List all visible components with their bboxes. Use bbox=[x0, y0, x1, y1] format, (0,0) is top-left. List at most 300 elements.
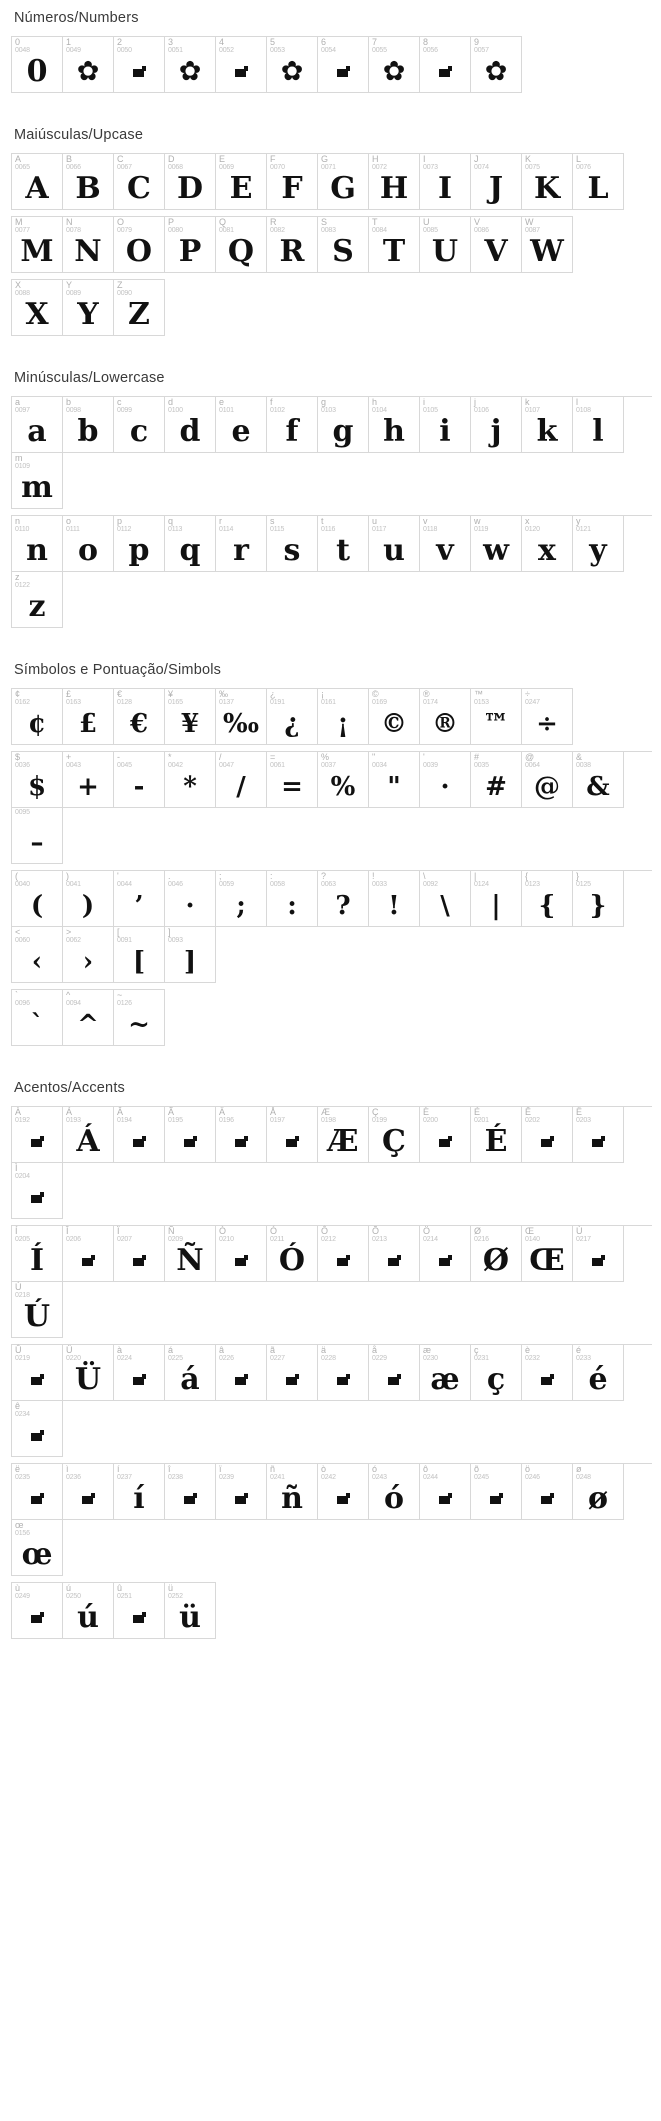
glyph-cell[interactable] bbox=[471, 1226, 522, 1282]
glyph-cell[interactable] bbox=[318, 217, 369, 273]
glyph-render: O bbox=[125, 233, 153, 269]
glyph-cell[interactable] bbox=[12, 397, 63, 453]
glyph-cell[interactable] bbox=[522, 689, 573, 745]
glyph-cell[interactable] bbox=[165, 1345, 216, 1401]
glyph-char-label: Â bbox=[117, 1107, 124, 1117]
glyph-cell[interactable] bbox=[216, 689, 267, 745]
glyph-render: Ú bbox=[23, 1298, 51, 1334]
glyph-code-label: 0199 bbox=[372, 1117, 387, 1124]
glyph-cell[interactable] bbox=[114, 1226, 165, 1282]
glyph-render: i bbox=[439, 413, 451, 449]
glyph-cell[interactable] bbox=[522, 397, 573, 453]
glyph-cell[interactable] bbox=[318, 689, 369, 745]
glyph-render: G bbox=[330, 170, 356, 206]
glyph-cell[interactable] bbox=[165, 217, 216, 273]
glyph-char-label: ñ bbox=[270, 1464, 276, 1474]
glyph-char-label: = bbox=[270, 752, 276, 762]
glyph-code-label: 0085 bbox=[423, 227, 438, 234]
glyph-cell[interactable] bbox=[63, 871, 114, 927]
glyph-cell[interactable] bbox=[63, 1345, 114, 1401]
glyph-cell[interactable] bbox=[114, 217, 165, 273]
notdef-box-icon bbox=[267, 1359, 317, 1400]
glyph-cell[interactable] bbox=[573, 397, 624, 453]
glyph-cell[interactable] bbox=[318, 1345, 369, 1401]
glyph-cell[interactable] bbox=[369, 1345, 420, 1401]
glyph-code-label: 0246 bbox=[525, 1474, 540, 1481]
glyph-render: l bbox=[592, 413, 604, 449]
glyph-cell[interactable] bbox=[420, 689, 471, 745]
glyph-cell[interactable] bbox=[165, 516, 216, 572]
glyph-code-label: 0165 bbox=[168, 699, 183, 706]
glyph-cell[interactable] bbox=[12, 154, 63, 210]
glyph-code-label: 0069 bbox=[219, 164, 234, 171]
glyph-cell[interactable] bbox=[573, 1345, 624, 1401]
glyph-cell[interactable] bbox=[318, 397, 369, 453]
glyph-cell[interactable] bbox=[318, 1107, 369, 1163]
glyph-cell[interactable] bbox=[267, 1226, 318, 1282]
glyph-char-label: B bbox=[66, 154, 73, 164]
glyph-cell[interactable] bbox=[114, 689, 165, 745]
glyph-cell[interactable] bbox=[12, 752, 63, 808]
glyph-cell[interactable] bbox=[165, 1464, 216, 1520]
notdef-box-icon bbox=[318, 1240, 368, 1281]
glyph-cell[interactable] bbox=[420, 37, 471, 93]
glyph-cell[interactable] bbox=[216, 752, 267, 808]
glyph-cell[interactable] bbox=[63, 280, 114, 336]
notdef-shape bbox=[133, 1255, 146, 1266]
glyph-char-label: Ç bbox=[372, 1107, 379, 1117]
glyph-cell[interactable] bbox=[522, 1107, 573, 1163]
flower-icon: ✿ bbox=[178, 56, 202, 87]
section-title: Maiúsculas/Upcase bbox=[14, 127, 144, 143]
glyph-cell[interactable] bbox=[420, 217, 471, 273]
glyph-cell[interactable] bbox=[522, 1464, 573, 1520]
glyph-char-label: j bbox=[474, 397, 476, 407]
glyph-render: T bbox=[382, 233, 406, 269]
glyph-cell[interactable] bbox=[12, 1282, 63, 1338]
glyph-code-label: 0113 bbox=[168, 526, 183, 533]
glyph-cell[interactable] bbox=[165, 689, 216, 745]
glyph-code-label: 0198 bbox=[321, 1117, 336, 1124]
glyph-cell[interactable] bbox=[522, 871, 573, 927]
glyph-char-label: n bbox=[15, 516, 21, 526]
glyph-char-label: ì bbox=[66, 1464, 69, 1474]
glyph-char-label: O bbox=[117, 217, 125, 227]
glyph-cell[interactable] bbox=[165, 927, 216, 983]
glyph-cell[interactable] bbox=[114, 516, 165, 572]
glyph-char-label: ? bbox=[321, 871, 327, 881]
glyph-char-label: Ô bbox=[321, 1226, 329, 1236]
glyph-cell[interactable] bbox=[420, 154, 471, 210]
glyph-code-label: 0242 bbox=[321, 1474, 336, 1481]
glyph-cell[interactable] bbox=[114, 1345, 165, 1401]
glyph-code-label: 0093 bbox=[168, 937, 183, 944]
notdef-shape bbox=[337, 66, 350, 77]
glyph-cell[interactable] bbox=[318, 1464, 369, 1520]
glyph-cell[interactable] bbox=[420, 397, 471, 453]
glyph-char-label: Ö bbox=[423, 1226, 431, 1236]
glyph-cell[interactable] bbox=[522, 217, 573, 273]
glyph-code-label: 0094 bbox=[66, 1000, 81, 1007]
glyph-cell[interactable] bbox=[369, 689, 420, 745]
glyph-cell[interactable] bbox=[318, 37, 369, 93]
glyph-code-label: 0230 bbox=[423, 1355, 438, 1362]
glyph-cell[interactable] bbox=[369, 217, 420, 273]
glyph-code-label: 0205 bbox=[15, 1236, 30, 1243]
glyph-cell[interactable] bbox=[267, 154, 318, 210]
glyph-cell[interactable] bbox=[369, 516, 420, 572]
glyph-code-label: 0073 bbox=[423, 164, 438, 171]
glyph-cell[interactable] bbox=[12, 927, 63, 983]
glyph-cell[interactable] bbox=[63, 927, 114, 983]
glyph-cell[interactable] bbox=[12, 871, 63, 927]
glyph-cell[interactable] bbox=[318, 154, 369, 210]
glyph-cell[interactable] bbox=[471, 217, 522, 273]
glyph-code-label: 0064 bbox=[525, 762, 540, 769]
glyph-cell[interactable] bbox=[420, 1345, 471, 1401]
glyph-cell[interactable] bbox=[369, 37, 420, 93]
glyph-char-label: 2 bbox=[117, 37, 123, 47]
glyph-cell[interactable] bbox=[12, 1464, 63, 1520]
notdef-shape bbox=[337, 1255, 350, 1266]
glyph-char-label: © bbox=[372, 689, 379, 699]
glyph-render: N bbox=[74, 233, 102, 269]
glyph-cell[interactable] bbox=[369, 154, 420, 210]
glyph-cell[interactable] bbox=[114, 990, 165, 1046]
notdef-box-icon bbox=[318, 51, 368, 92]
glyph-render: ó bbox=[383, 1480, 404, 1516]
glyph-cell[interactable] bbox=[12, 516, 63, 572]
glyph-code-label: 0042 bbox=[168, 762, 183, 769]
glyph-render: P bbox=[178, 233, 202, 269]
glyph-code-label: 0074 bbox=[474, 164, 489, 171]
glyph-cell[interactable] bbox=[114, 752, 165, 808]
glyph-char-label: £ bbox=[66, 689, 72, 699]
notdef-shape bbox=[31, 1430, 44, 1441]
glyph-code-label: 0209 bbox=[168, 1236, 183, 1243]
glyph-cell[interactable] bbox=[267, 871, 318, 927]
glyph-char-label: : bbox=[270, 871, 273, 881]
flower-icon: ✿ bbox=[280, 56, 304, 87]
notdef-shape bbox=[235, 1255, 248, 1266]
glyph-cell[interactable] bbox=[12, 689, 63, 745]
glyph-cell[interactable] bbox=[165, 752, 216, 808]
glyph-cell[interactable] bbox=[369, 1226, 420, 1282]
glyph-cell[interactable] bbox=[12, 1163, 63, 1219]
glyph-render: @ bbox=[534, 771, 560, 802]
glyph-cell[interactable] bbox=[12, 280, 63, 336]
notdef-shape bbox=[31, 1192, 44, 1203]
glyph-cell[interactable] bbox=[420, 1107, 471, 1163]
glyph-cell[interactable] bbox=[63, 397, 114, 453]
notdef-shape bbox=[31, 1612, 44, 1623]
glyph-cell[interactable] bbox=[114, 1583, 165, 1639]
glyph-cell[interactable] bbox=[12, 1226, 63, 1282]
glyph-cell[interactable] bbox=[114, 871, 165, 927]
glyph-code-label: 0249 bbox=[15, 1593, 30, 1600]
glyph-cell[interactable] bbox=[471, 871, 522, 927]
glyph-cell[interactable] bbox=[471, 1345, 522, 1401]
glyph-cell[interactable] bbox=[165, 1107, 216, 1163]
glyph-cell[interactable] bbox=[216, 217, 267, 273]
notdef-box-icon bbox=[216, 1240, 266, 1281]
glyph-cell[interactable] bbox=[216, 516, 267, 572]
glyph-cell[interactable] bbox=[12, 808, 63, 864]
glyph-cell[interactable] bbox=[12, 1583, 63, 1639]
glyph-code-label: 0238 bbox=[168, 1474, 183, 1481]
glyph-cell[interactable] bbox=[216, 154, 267, 210]
notdef-shape bbox=[235, 66, 248, 77]
glyph-cell[interactable] bbox=[12, 1345, 63, 1401]
glyph-code-label: 0051 bbox=[168, 47, 183, 54]
glyph-cell[interactable] bbox=[369, 1107, 420, 1163]
glyph-code-label: 0047 bbox=[219, 762, 234, 769]
glyph-cell[interactable] bbox=[318, 752, 369, 808]
glyph-cell[interactable] bbox=[216, 871, 267, 927]
glyph-cell[interactable] bbox=[63, 1464, 114, 1520]
glyph-cell[interactable] bbox=[12, 37, 63, 93]
notdef-box-icon bbox=[12, 1415, 62, 1456]
glyph-code-label: 0137 bbox=[219, 699, 234, 706]
glyph-char-label: É bbox=[474, 1107, 481, 1117]
glyph-cell[interactable] bbox=[63, 752, 114, 808]
glyph-cell[interactable] bbox=[471, 154, 522, 210]
glyph-cell[interactable] bbox=[165, 37, 216, 93]
glyph-cell[interactable] bbox=[114, 154, 165, 210]
glyph-cell[interactable] bbox=[267, 397, 318, 453]
glyph-cell[interactable] bbox=[573, 752, 624, 808]
glyph-cell[interactable] bbox=[12, 572, 63, 628]
glyph-row bbox=[11, 36, 522, 93]
glyph-cell[interactable] bbox=[165, 154, 216, 210]
glyph-char-label: o bbox=[66, 516, 72, 526]
glyph-cell[interactable] bbox=[114, 280, 165, 336]
glyph-render: › bbox=[82, 946, 94, 977]
glyph-render: Œ bbox=[529, 1242, 565, 1278]
glyph-char-label: Ø bbox=[474, 1226, 482, 1236]
glyph-char-label: | bbox=[474, 871, 477, 881]
glyph-render: A bbox=[25, 170, 49, 206]
glyph-code-label: 0119 bbox=[474, 526, 489, 533]
glyph-char-label: / bbox=[219, 752, 222, 762]
glyph-char-label: e bbox=[219, 397, 225, 407]
glyph-cell[interactable] bbox=[471, 37, 522, 93]
glyph-render: ú bbox=[77, 1599, 99, 1635]
notdef-box-icon bbox=[471, 1478, 521, 1519]
glyph-char-label: ä bbox=[321, 1345, 327, 1355]
glyph-cell[interactable] bbox=[573, 1107, 624, 1163]
glyph-code-label: 0052 bbox=[219, 47, 234, 54]
glyph-cell[interactable] bbox=[12, 1107, 63, 1163]
glyph-render: · bbox=[440, 771, 450, 802]
glyph-char-label: Ì bbox=[15, 1163, 18, 1173]
glyph-cell[interactable] bbox=[216, 37, 267, 93]
glyph-cell[interactable] bbox=[12, 217, 63, 273]
glyph-cell[interactable] bbox=[420, 1464, 471, 1520]
glyph-char-label: q bbox=[168, 516, 174, 526]
glyph-code-label: 0092 bbox=[423, 881, 438, 888]
glyph-code-label: 0220 bbox=[66, 1355, 81, 1362]
glyph-cell[interactable] bbox=[267, 752, 318, 808]
glyph-render: [ bbox=[132, 946, 146, 977]
glyph-cell[interactable] bbox=[471, 752, 522, 808]
glyph-char-label: m bbox=[15, 453, 23, 463]
glyph-cell[interactable] bbox=[12, 990, 63, 1046]
glyph-cell[interactable] bbox=[522, 1226, 573, 1282]
glyph-cell[interactable] bbox=[63, 1583, 114, 1639]
notdef-shape bbox=[31, 1374, 44, 1385]
glyph-char-label: ~ bbox=[117, 990, 123, 1000]
notdef-box-icon bbox=[369, 1359, 419, 1400]
notdef-shape bbox=[541, 1493, 554, 1504]
glyph-cell[interactable] bbox=[369, 1464, 420, 1520]
notdef-box-icon bbox=[216, 1121, 266, 1162]
glyph-cell[interactable] bbox=[165, 397, 216, 453]
glyph-cell[interactable] bbox=[63, 990, 114, 1046]
glyph-cell[interactable] bbox=[318, 1226, 369, 1282]
glyph-cell[interactable] bbox=[522, 154, 573, 210]
glyph-code-label: 0203 bbox=[576, 1117, 591, 1124]
notdef-box-icon bbox=[573, 1121, 623, 1162]
glyph-row bbox=[11, 1344, 652, 1457]
glyph-cell[interactable] bbox=[267, 689, 318, 745]
glyph-char-label: Ï bbox=[117, 1226, 120, 1236]
glyph-cell[interactable] bbox=[63, 154, 114, 210]
glyph-cell[interactable] bbox=[216, 1107, 267, 1163]
glyph-cell[interactable] bbox=[63, 689, 114, 745]
glyph-code-label: 0108 bbox=[576, 407, 591, 414]
glyph-cell[interactable] bbox=[267, 37, 318, 93]
notdef-box-icon bbox=[12, 1597, 62, 1638]
glyph-cell[interactable] bbox=[267, 516, 318, 572]
glyph-cell[interactable] bbox=[165, 1583, 216, 1639]
glyph-char-label: Å bbox=[270, 1107, 277, 1117]
glyph-char-label: è bbox=[525, 1345, 531, 1355]
glyph-char-label: Û bbox=[15, 1345, 22, 1355]
glyph-cell[interactable] bbox=[267, 1464, 318, 1520]
glyph-cell[interactable] bbox=[522, 516, 573, 572]
glyph-cell[interactable] bbox=[420, 1226, 471, 1282]
glyph-cell[interactable] bbox=[12, 1401, 63, 1457]
glyph-code-label: 0210 bbox=[219, 1236, 234, 1243]
glyph-render: 0 bbox=[26, 53, 48, 89]
glyph-char-label: v bbox=[423, 516, 428, 526]
glyph-render: Z bbox=[128, 296, 150, 332]
glyph-cell[interactable] bbox=[369, 871, 420, 927]
glyph-cell[interactable] bbox=[267, 217, 318, 273]
glyph-code-label: 0197 bbox=[270, 1117, 285, 1124]
glyph-cell[interactable] bbox=[420, 871, 471, 927]
glyph-cell[interactable] bbox=[573, 1464, 624, 1520]
glyph-cell[interactable] bbox=[369, 752, 420, 808]
glyph-code-label: 0080 bbox=[168, 227, 183, 234]
notdef-shape bbox=[133, 1612, 146, 1623]
glyph-render: ‰ bbox=[222, 708, 259, 739]
section-title: Acentos/Accents bbox=[14, 1080, 125, 1096]
glyph-cell[interactable] bbox=[63, 1226, 114, 1282]
glyph-render: x bbox=[538, 532, 556, 568]
glyph-cell[interactable] bbox=[573, 516, 624, 572]
glyph-cell[interactable] bbox=[114, 37, 165, 93]
glyph-code-label: 0225 bbox=[168, 1355, 183, 1362]
glyph-char-label: ê bbox=[15, 1401, 21, 1411]
glyph-cell[interactable] bbox=[216, 1464, 267, 1520]
glyph-cell[interactable] bbox=[573, 1226, 624, 1282]
glyph-cell[interactable] bbox=[522, 1345, 573, 1401]
glyph-char-label: ü bbox=[168, 1583, 174, 1593]
glyph-cell[interactable] bbox=[420, 516, 471, 572]
glyph-cell[interactable] bbox=[12, 453, 63, 509]
glyph-code-label: 0126 bbox=[117, 1000, 132, 1007]
glyph-cell[interactable] bbox=[369, 397, 420, 453]
glyph-cell[interactable] bbox=[471, 516, 522, 572]
glyph-cell[interactable] bbox=[318, 516, 369, 572]
glyph-section bbox=[0, 360, 661, 652]
glyph-char-label: 3 bbox=[168, 37, 174, 47]
glyph-cell[interactable] bbox=[573, 871, 624, 927]
glyph-cell[interactable] bbox=[114, 927, 165, 983]
glyph-render: ^ bbox=[77, 1009, 99, 1040]
glyph-char-label: ë bbox=[15, 1464, 21, 1474]
glyph-cell[interactable] bbox=[267, 1107, 318, 1163]
glyph-cell[interactable] bbox=[63, 1107, 114, 1163]
notdef-box-icon bbox=[420, 1478, 470, 1519]
glyph-cell[interactable] bbox=[114, 1464, 165, 1520]
glyph-render: Ñ bbox=[176, 1242, 204, 1278]
glyph-code-label: 0217 bbox=[576, 1236, 591, 1243]
notdef-shape bbox=[592, 1255, 605, 1266]
glyph-code-label: 0161 bbox=[321, 699, 336, 706]
glyph-cell[interactable] bbox=[267, 1345, 318, 1401]
glyph-code-label: 0086 bbox=[474, 227, 489, 234]
glyph-render: ¥ bbox=[180, 708, 200, 739]
glyph-char-label: 9 bbox=[474, 37, 480, 47]
glyph-char-label: + bbox=[66, 752, 72, 762]
glyph-cell[interactable] bbox=[63, 37, 114, 93]
glyph-section bbox=[0, 1070, 661, 1663]
glyph-cell[interactable] bbox=[471, 397, 522, 453]
glyph-char-label: p bbox=[117, 516, 123, 526]
glyph-char-label: Í bbox=[15, 1226, 18, 1236]
glyph-render: ® bbox=[432, 708, 458, 739]
glyph-cell[interactable] bbox=[165, 1226, 216, 1282]
glyph-cell[interactable] bbox=[114, 1107, 165, 1163]
glyph-code-label: 0101 bbox=[219, 407, 234, 414]
glyph-cell[interactable] bbox=[165, 871, 216, 927]
glyph-render: c bbox=[129, 413, 149, 449]
glyph-cell[interactable] bbox=[12, 1520, 63, 1576]
glyph-cell[interactable] bbox=[573, 154, 624, 210]
glyph-cell[interactable] bbox=[216, 1226, 267, 1282]
glyph-code-label: 0153 bbox=[474, 699, 489, 706]
glyph-cell[interactable] bbox=[63, 516, 114, 572]
glyph-cell[interactable] bbox=[471, 1464, 522, 1520]
glyph-cell[interactable] bbox=[318, 871, 369, 927]
glyph-cell[interactable] bbox=[471, 1107, 522, 1163]
glyph-cell[interactable] bbox=[471, 689, 522, 745]
glyph-render: Y bbox=[77, 296, 99, 332]
glyph-char-label: à bbox=[117, 1345, 123, 1355]
glyph-cell[interactable] bbox=[216, 397, 267, 453]
glyph-cell[interactable] bbox=[420, 752, 471, 808]
glyph-char-label: â bbox=[219, 1345, 225, 1355]
glyph-cell[interactable] bbox=[216, 1345, 267, 1401]
glyph-cell[interactable] bbox=[522, 752, 573, 808]
glyph-cell[interactable] bbox=[114, 397, 165, 453]
glyph-render: z bbox=[28, 588, 46, 624]
glyph-cell[interactable] bbox=[63, 217, 114, 273]
glyph-char-label: } bbox=[576, 871, 580, 881]
